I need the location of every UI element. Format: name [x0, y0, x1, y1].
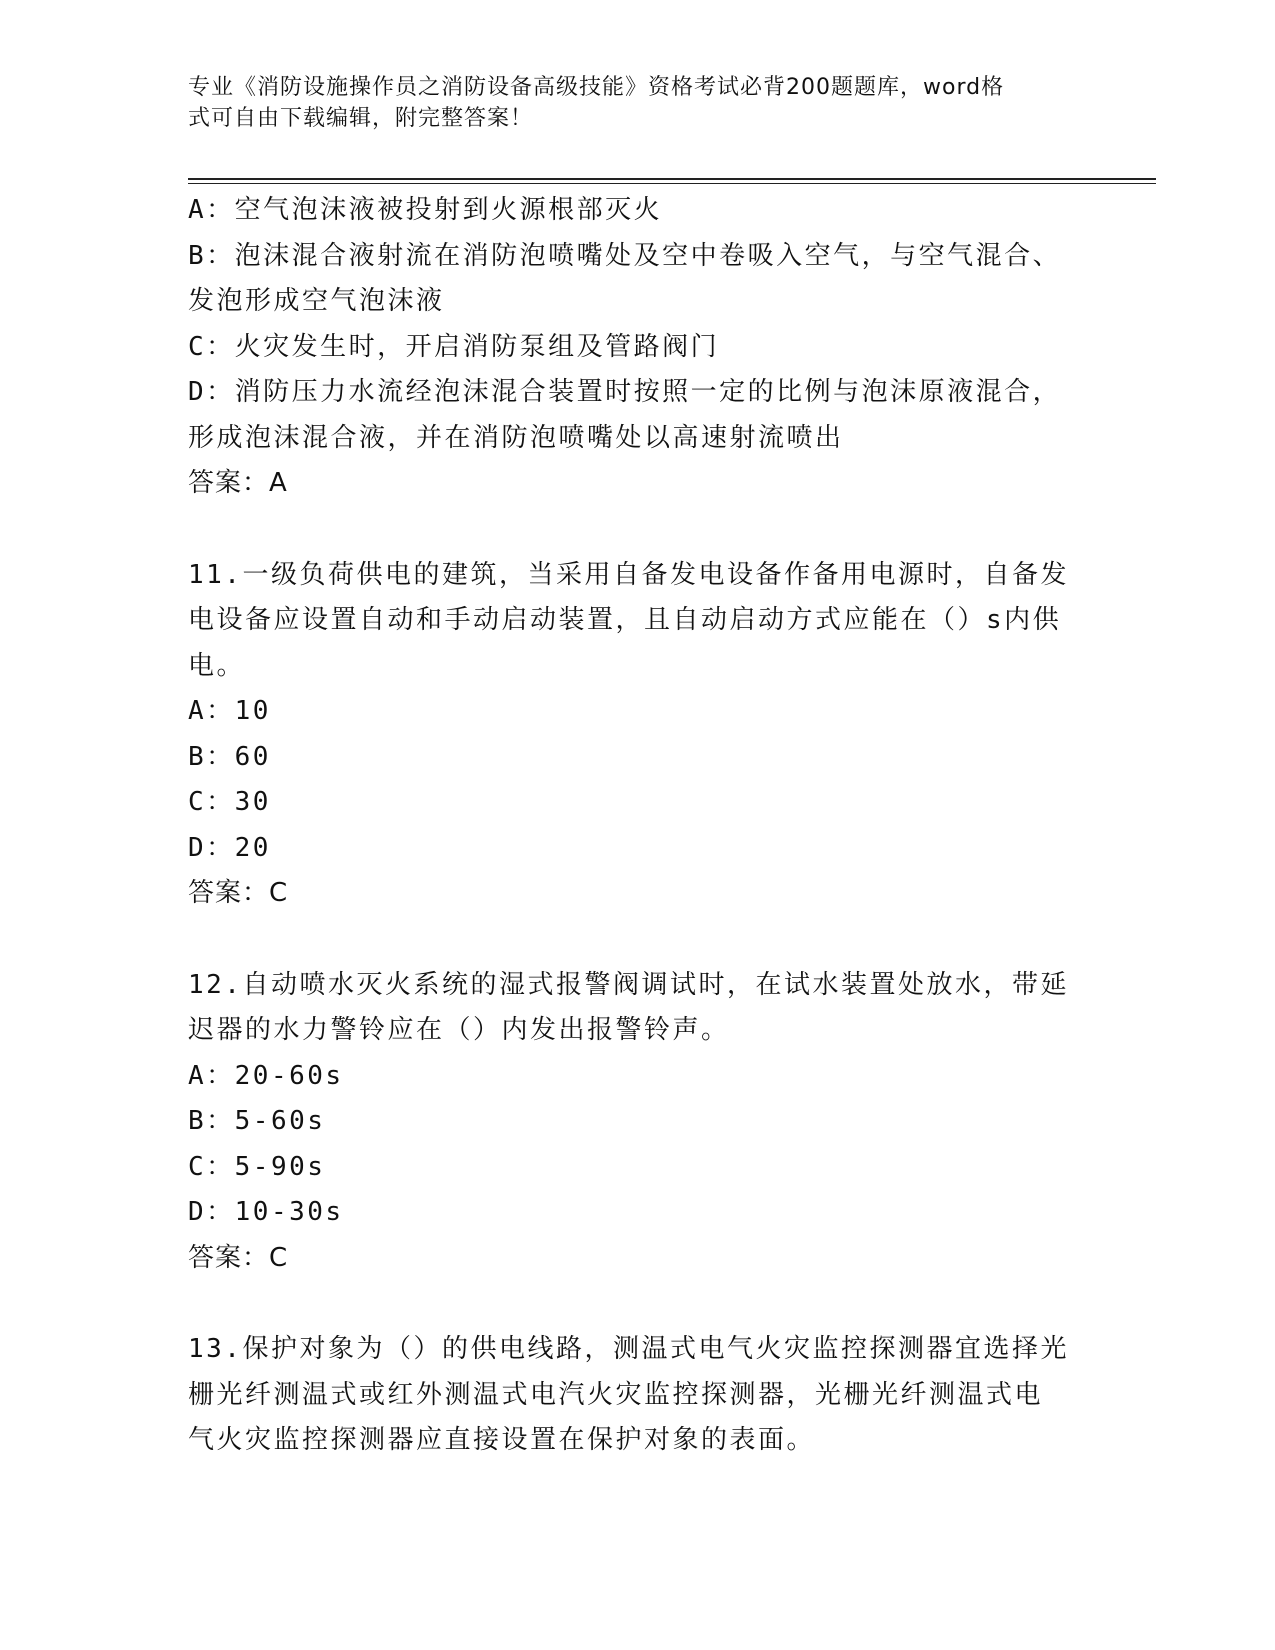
question-stem-line-2: 电设备应设置自动和手动启动装置，且自动启动方式应能在（）s内供: [188, 605, 1062, 635]
option-a: A：20-60s: [188, 1060, 344, 1091]
option-d-line-2: 形成泡沫混合液，并在消防泡喷嘴处以高速射流喷出: [188, 422, 844, 453]
question-stem-line-2: 迟器的水力警铃应在（）内发出报警铃声。: [188, 1015, 730, 1045]
option-c: C：5-90s: [188, 1151, 326, 1182]
spacer: [188, 507, 1088, 553]
question-stem-line-1: 13.保护对象为（）的供电线路，测温式电气火灾监控探测器宜选择光: [188, 1334, 1069, 1364]
question-stem-line-3: 电。: [188, 650, 246, 681]
answer: 答案：C: [188, 878, 289, 908]
question-stem-line-1: 12.自动喷水灭火系统的湿式报警阀调试时，在试水装置处放水，带延: [188, 969, 1069, 1000]
option-a: A：空气泡沫液被投射到火源根部灭火: [188, 195, 663, 225]
header-divider-thin: [188, 183, 1156, 184]
option-d: D：20: [188, 832, 271, 863]
question-10-options: [188, 188, 1088, 507]
document-body: [188, 188, 1088, 1464]
option-d: D：10-30s: [188, 1197, 344, 1227]
option-a: A：10: [188, 696, 271, 726]
answer: 答案：A: [188, 468, 288, 498]
option-c: C：30: [188, 787, 271, 817]
option-b-line-2: 发泡形成空气泡沫液: [188, 286, 445, 316]
header-line-2: 式可自由下载编辑，附完整答案！: [188, 106, 534, 131]
question-stem-line-3: 气火灾监控探测器应直接设置在保护对象的表面。: [188, 1425, 816, 1455]
spacer: [188, 917, 1088, 963]
answer: 答案：C: [188, 1242, 289, 1273]
spacer: [188, 1281, 1088, 1327]
question-stem-line-2: 栅光纤测温式或红外测温式电汽火灾监控探测器，光栅光纤测温式电: [188, 1379, 1044, 1410]
option-b: B：5-60s: [188, 1106, 326, 1136]
option-b: B：60: [188, 741, 271, 772]
option-b-line-1: B：泡沫混合液射流在消防泡喷嘴处及空中卷吸入空气，与空气混合、: [188, 240, 1062, 271]
header-line-1: 专业《消防设施操作员之消防设备高级技能》资格考试必背200题题库，word格: [188, 75, 1005, 100]
question-12: [188, 963, 1088, 1282]
header-divider-thick: [188, 178, 1156, 180]
option-c: C：火灾发生时，开启消防泵组及管路阀门: [188, 331, 720, 362]
question-stem-line-1: 11.一级负荷供电的建筑，当采用自备发电设备作备用电源时，自备发: [188, 559, 1069, 590]
question-11: [188, 553, 1088, 917]
question-13: [188, 1327, 1088, 1464]
option-d-line-1: D：消防压力水流经泡沫混合装置时按照一定的比例与泡沫原液混合，: [188, 377, 1062, 407]
document-header: [188, 72, 1068, 134]
